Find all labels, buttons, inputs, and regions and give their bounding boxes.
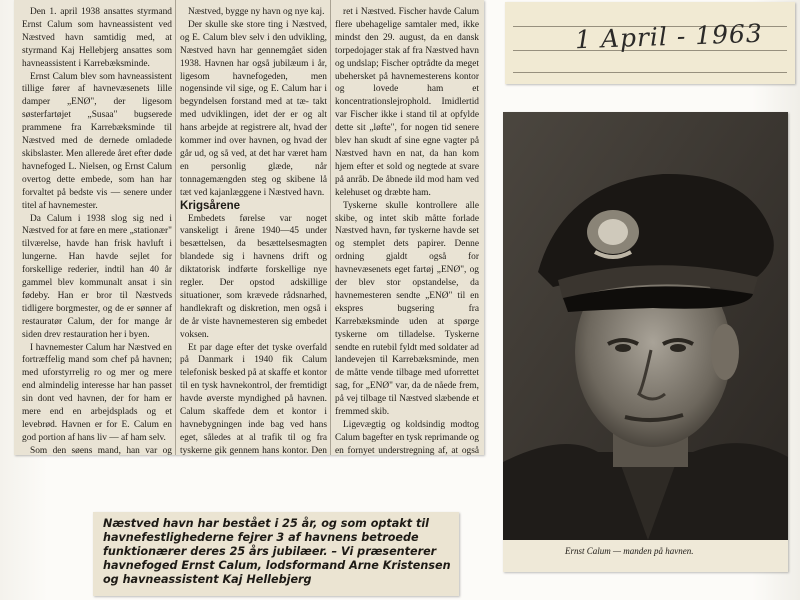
ruled-line [513,72,787,73]
article-column-2 [180,6,327,455]
article-paragraph: Som den søens mand, han var og [30,445,172,455]
handwritten-date: 1 April - 1963 [574,18,764,55]
article-paragraph: Ligevægtig og koldsindig modtog Calum bagefter en tysk reprimande og en fornyet understregning af, at også [335,420,479,455]
article-paragraph: Tyskerne skulle kontrollere alle skibe, og intet skib måtte forlade Næstved havn, før tyskerne havde set og stemplet dets papirer. Denne ordning gjaldt også for havnevæsenets eget fartøj „ENØ", og der blev stor opstandelse, da havnemesteren sendte „ENØ" til en ekspres bugsering fra Karrebæksminde uden at spørge tyskerne om tilladelse. Tyskerne sendte en rutebil fyldt med soldater ad landevejen til Karrebæksminde, men de måtte vende tilbage med uforrettet sag, for „ENØ" var, da de nåede frem, på vej tilbage til Næstved slæbende et fremmed skib. [335,200,479,418]
photo-clipping [503,112,788,572]
article-paragraph: Der skulle ske store ting i Næstved, og E. Calum blev selv i den udvikling, Næstved havn har gennemgået siden 1938. Havnen har også jubilæum i år, ligesom havnefogeden, men nogensinde vil sige, og E. Calum har i begyndelsen forstand med at tæ- takt med udviklingen, idet der er og alt hans arbejde at registrere alt, hvad der kommer ind over havnen, og hvad der går ud, og så ved, at det har været ham en personlig glæde, når tonnagemængden steg og skibene lå tæt ved kajanlæggene i Næstved havn. [180,19,327,198]
portrait-image [503,112,788,540]
portrait-photo [503,112,788,540]
section-heading: Krigsårene [180,199,241,212]
article-column-1 [22,6,172,455]
photo-caption: Ernst Calum — manden på havnen. [565,546,694,556]
column-divider [330,0,331,455]
article-paragraph: I havnemester Calum har Næstved en fortræffelig mand som chef på havnen; med uforstyrrelig ro og mer og mere end almindelig interesse har han passet sin dont ved havnen, der for ham er mere end en arbejdsplads og et levebrød. Havnen er for E. Calum en god portion af hans liv — af ham selv. [22,342,172,443]
intro-caption-clipping [93,512,459,596]
column-divider [175,0,176,455]
article-clipping [14,0,484,455]
article-paragraph: Et par dage efter det tyske overfald på Danmark i 1940 fik Calum telefonisk besked på at skaffe et kontor til en tysk havnekontrol, der fremtidigt havde øverste myndighed på havnen. Calum skaffede dem et kontor i havnebygningen inde bag ved hans eget, således at al trafik til og fra tyskerne gik gennem hans kontor. Den [180,342,327,455]
article-paragraph: Ernst Calum blev som havneassistent tillige fører af havnevæsenets lille damper „ENØ", der ligesom søsterfartøjet „Susaa" bugserede prammene fra Karrebæksminde til Næstved med de dernede omladede skibslaster. Men allerede året efter døde havnefoged L. Nielsen, og Ernst Calum overtog dette embede, som han har forvaltet på bedste vis — senere under titel af havnemester. [22,71,172,211]
date-clipping [505,2,795,84]
article-paragraph: Embedets førelse var noget vanskeligt i årene 1940—45 under besættelsen, da besættelsesmagten blandede sig i havnens drift og diktatorisk indførte forskellige nye regler. Der opstod adskillige situationer, som krævede rådsnarhed, handlekraft og diskretion, men også i de år viste havnemesteren sig embedet voksen. [180,213,327,340]
article-paragraph: Da Calum i 1938 slog sig ned i Næstved for at føre en mere „stationær" tilværelse, havde han frisk havluft i lungerne. Han havde sejlet for forskellige rederier, indtil han 40 år gammel blev kommunalt ansat i sin fødeby. Han er bror til Næstveds tidligere borgmester, og de er sønner af restauratør Calum, der for mange år siden drev restauration her i byen. [22,213,172,340]
intro-caption-text: Næstved havn har bestået i 25 år, og som optakt til havnefestlighederne fejrer 3 af havnens betroede funktionærer deres 25 års jubilæer. – Vi præsenterer havnefoged Ernst Calum, lodsformand Arne Kristensen og havneassistent Kaj Hellebjerg [103,517,451,586]
article-paragraph: Den 1. april 1938 ansattes styrmand Ernst Calum som havneassistent ved Næstved havn samtidig med, at styrmand Kaj Hellebjerg ansattes som havneassistent i Karrebæksminde. [22,7,172,69]
article-paragraph: ret i Næstved. Fischer havde Calum flere ubehagelige samtaler med, ikke mindst den 29. august, da en dansk torpedojager stak af fra Næstved havn og undslap; Fischer optrådte da meget ubehersket på havnemesterens kontor og lovede ham et koncentrationslejrophold. Imidlertid var Fischer ikke i stand til at opfylde dette sit „løfte", for nogen tid senere blev han skudt af sine egne vagter på Næstved havn en nat, da han kom hjem efter et sold og negtede at svare på anråb. De åbnede ild mod ham ved kelehuset og dræbte ham. [335,7,479,198]
article-column-3 [335,6,479,455]
article-paragraph: Næstved, bygge ny havn og nye kaj. [188,7,325,17]
